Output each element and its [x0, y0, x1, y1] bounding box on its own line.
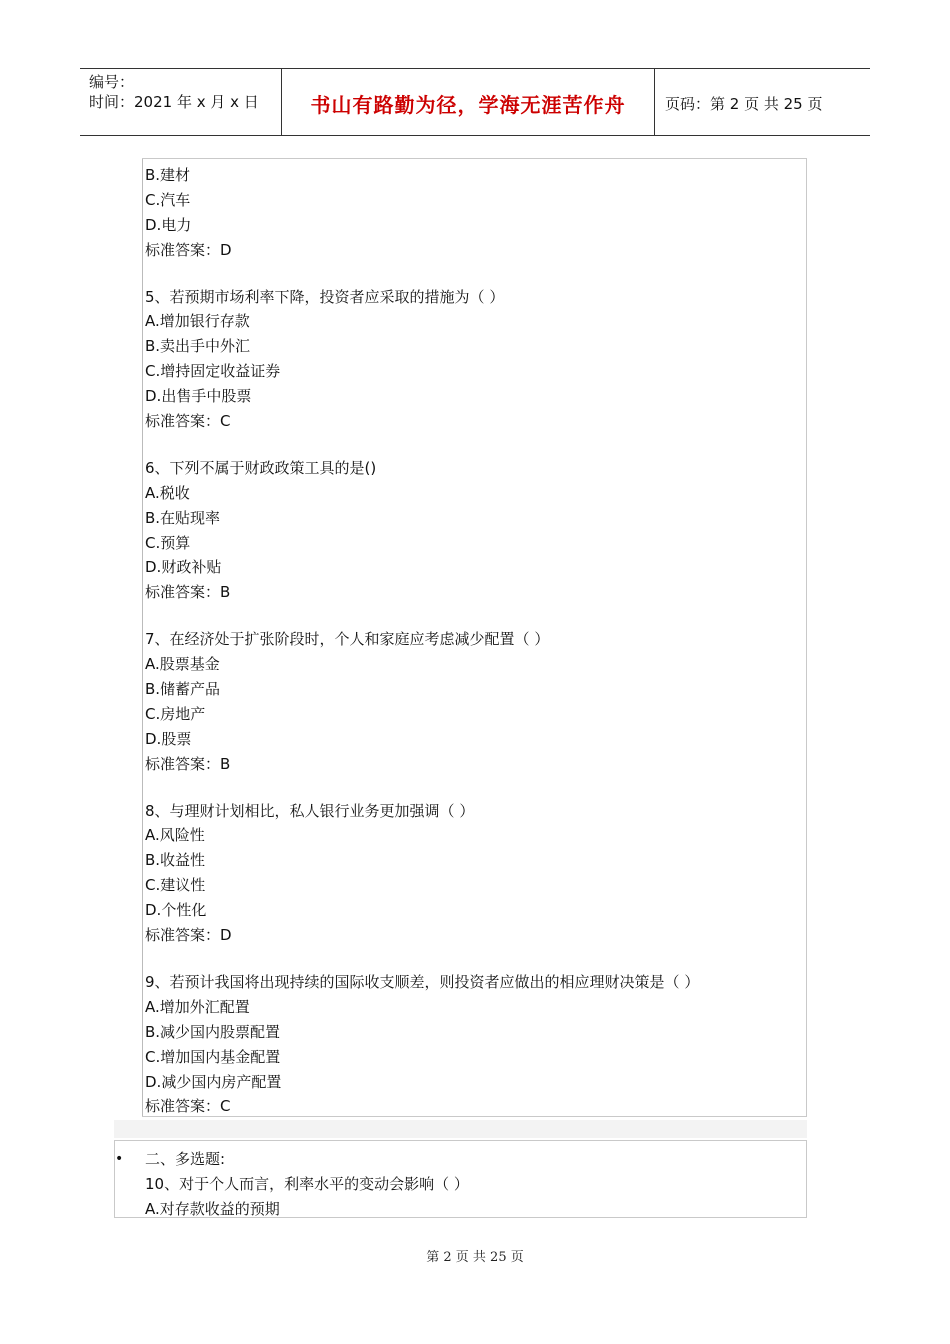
section-title: 二、多选题:: [145, 1150, 226, 1168]
option: B.在贴现率: [145, 508, 221, 527]
option: B.卖出手中外汇: [145, 337, 251, 356]
multi-choice-box: [114, 1140, 807, 1218]
question-list: [145, 163, 802, 1119]
option: A.股票基金: [145, 655, 220, 674]
option: C.房地产: [145, 704, 206, 723]
page-info: 页码：第 2 页 共 25 页: [665, 95, 823, 113]
question-stem: 9、若预计我国将出现持续的国际收支顺差，则投资者应做出的相应理财决策是（ ）: [145, 972, 700, 991]
option: C.建议性: [145, 876, 206, 895]
question-stem: 8、与理财计划相比，私人银行业务更加强调（ ）: [145, 801, 475, 820]
question-stem: 7、在经济处于扩张阶段时，个人和家庭应考虑减少配置（ ）: [145, 630, 550, 649]
option: D.电力: [145, 215, 192, 234]
page-footer: 第 2 页 共 25 页: [426, 1250, 524, 1265]
option: D.财政补贴: [145, 558, 222, 577]
page-header: [80, 68, 870, 136]
answer: 标准答案：C: [145, 1097, 231, 1116]
time-label: 时间：2021 年 x 月 x 日: [89, 93, 259, 111]
option: A.风险性: [145, 826, 205, 845]
option: B.储蓄产品: [145, 680, 221, 699]
question-stem: 5、若预期市场利率下降，投资者应采取的措施为（ ）: [145, 287, 505, 306]
header-motto-cell: [282, 69, 655, 135]
box-left-rule: [142, 159, 143, 1116]
option: A.对存款收益的预期: [145, 1199, 280, 1218]
option: D.减少国内房产配置: [145, 1072, 282, 1091]
answer: 标准答案：D: [145, 926, 232, 945]
option: D.股票: [145, 729, 192, 748]
answer: 标准答案：C: [145, 412, 231, 431]
option: D.出售手中股票: [145, 387, 252, 406]
option: B.收益性: [145, 851, 206, 870]
option: C.预算: [145, 533, 191, 552]
option: C.汽车: [145, 190, 191, 209]
option: A.增加外汇配置: [145, 997, 250, 1016]
option: A.增加银行存款: [145, 312, 250, 331]
answer: 标准答案：B: [145, 754, 231, 773]
header-meta: [80, 69, 282, 135]
option: C.增加国内基金配置: [145, 1047, 281, 1066]
code-label: 编号：: [89, 73, 135, 91]
question-stem: 10、对于个人而言，利率水平的变动会影响（ ）: [145, 1174, 469, 1193]
multi-question-list: [145, 1147, 802, 1222]
single-choice-box: [142, 158, 807, 1117]
motto: 书山有路勤为径，学海无涯苦作舟: [310, 93, 626, 117]
answer: 标准答案：B: [145, 583, 231, 602]
question-stem: 6、下列不属于财政政策工具的是(): [145, 458, 377, 477]
option: D.个性化: [145, 901, 207, 920]
option: B.建材: [145, 166, 191, 184]
header-page-cell: [655, 69, 870, 135]
section-separator: [114, 1120, 807, 1138]
bullet-icon: •: [115, 1151, 124, 1167]
answer: 标准答案：D: [145, 240, 232, 259]
option: A.税收: [145, 483, 190, 502]
option: C.增持固定收益证券: [145, 362, 281, 381]
option: B.减少国内股票配置: [145, 1022, 281, 1041]
